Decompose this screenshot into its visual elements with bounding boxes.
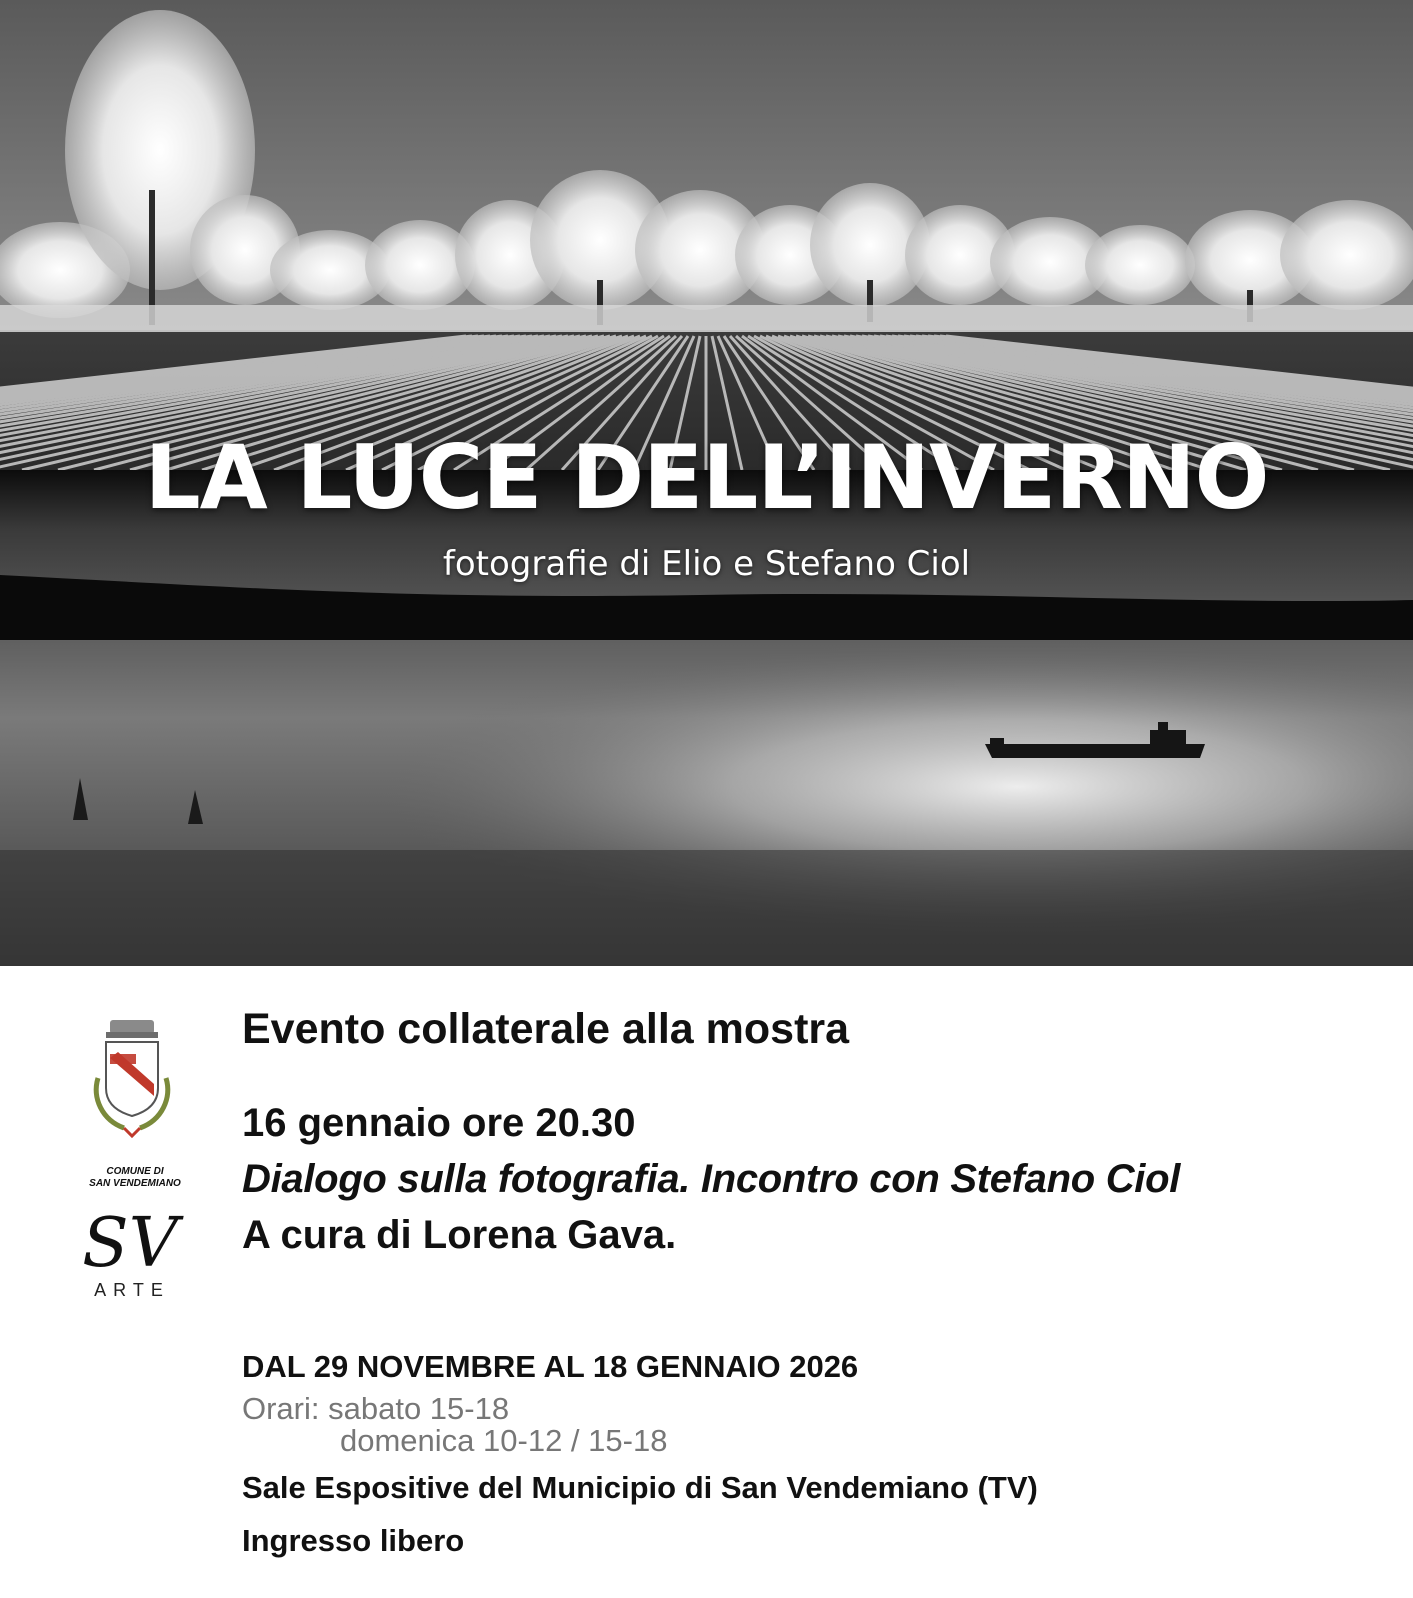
event-heading: Evento collaterale alla mostra <box>242 1005 850 1053</box>
venue: Sale Espositive del Municipio di San Vendemiano (TV) <box>242 1470 1038 1505</box>
comune-label-line2: SAN VENDEMIANO <box>89 1178 181 1189</box>
comune-label-line1: COMUNE DI <box>106 1166 164 1177</box>
exhibition-title: LA LUCE DELL’INVERNO <box>144 426 1269 529</box>
comune-crest-logo <box>84 1018 180 1150</box>
event-title: Dialogo sulla fotografia. Incontro con Stefano Ciol <box>242 1157 1181 1201</box>
sv-monogram: SV <box>82 1204 178 1278</box>
hours-saturday: Orari: sabato 15-18 <box>242 1391 510 1426</box>
hours-sunday: domenica 10-12 / 15-18 <box>340 1423 668 1458</box>
exhibition-dates: DAL 29 NOVEMBRE AL 18 GENNAIO 2026 <box>242 1349 859 1384</box>
admission: Ingresso libero <box>242 1523 465 1558</box>
arte-label: ARTE <box>94 1280 170 1300</box>
sv-arte-logo <box>80 1204 184 1278</box>
exhibition-subtitle: fotografie di Elio e Stefano Ciol <box>442 544 971 584</box>
event-date-time: 16 gennaio ore 20.30 <box>242 1101 636 1145</box>
event-curator: A cura di Lorena Gava. <box>242 1213 677 1257</box>
comune-label <box>60 1166 210 1190</box>
